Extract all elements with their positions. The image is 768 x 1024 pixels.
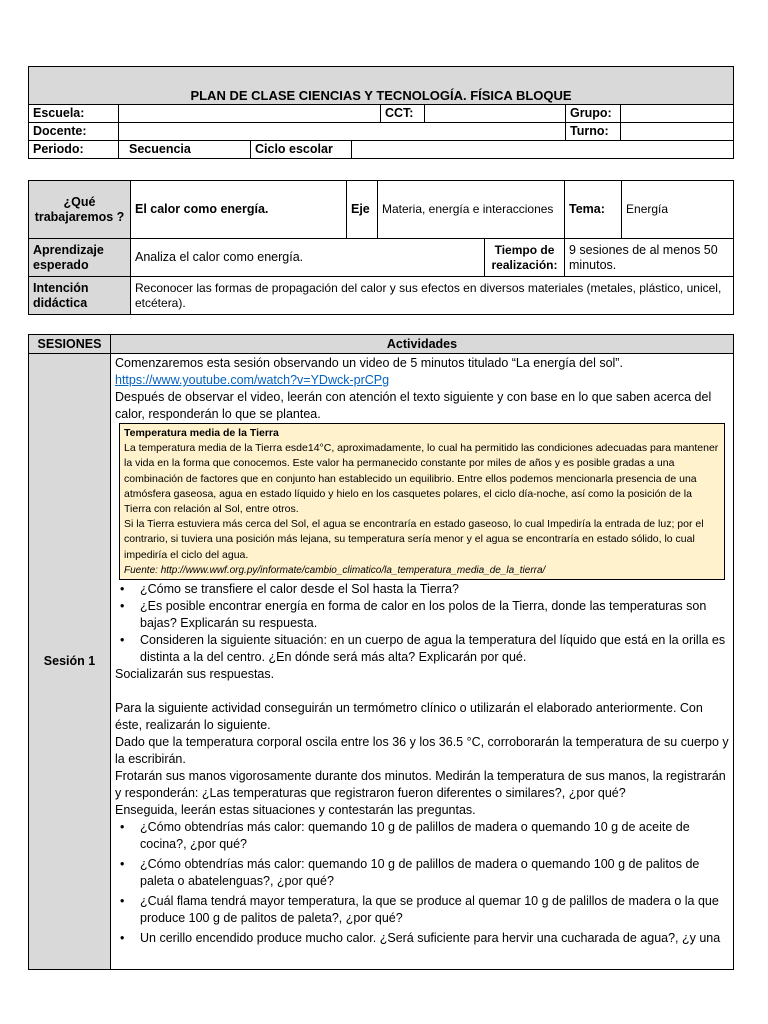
- session-1-label: Sesión 1: [29, 354, 111, 970]
- cct-field[interactable]: [425, 105, 566, 123]
- list-item: • ¿Cómo obtendrías más calor: quemando 10 g de palillos de madera o quemando 10 g de aceite de cocina?, ¿por qué?: [140, 819, 729, 853]
- grupo-field[interactable]: [621, 105, 734, 123]
- docente-label: Docente:: [29, 123, 119, 141]
- grupo-label: Grupo:: [566, 105, 621, 123]
- video-link[interactable]: https://www.youtube.com/watch?v=YDwck-prCPg: [115, 373, 390, 387]
- box-source: Fuente: http://www.wwf.org.py/informate/cambio_climatico/la_temperatura_media_de_la_tierra/: [124, 564, 546, 576]
- info-table: [28, 180, 734, 315]
- aprendizaje-value: Analiza el calor como energía.: [131, 239, 485, 277]
- cct-label: CCT:: [381, 105, 425, 123]
- aprendizaje-label: Aprendizaje esperado: [29, 239, 131, 277]
- eje-label: Eje: [347, 181, 378, 239]
- after-video-text: Después de observar el video, leerán con atención el texto siguiente y con base en lo que saben acerca del calor, responderán lo que se plantea.: [115, 390, 712, 421]
- ciclo-field[interactable]: [352, 141, 734, 159]
- session-1-activities: [111, 354, 734, 970]
- escuela-field[interactable]: [119, 105, 381, 123]
- tema-value: Energía: [622, 181, 734, 239]
- reading-box: [119, 423, 725, 580]
- tema-label: Tema:: [565, 181, 622, 239]
- eje-value: Materia, energía e interacciones: [378, 181, 565, 239]
- list-item: • Consideren la siguiente situación: en un cuerpo de agua la temperatura del líquido que está en la orilla es distinta a la del centro. ¿En dónde será más alta? Explicarán por qué.: [140, 632, 729, 666]
- question-list: [115, 581, 729, 666]
- situation-list: [115, 819, 729, 947]
- next-activity-text: Para la siguiente actividad conseguirán un termómetro clínico o utilizarán el elaborado anteriormente. Con éste, realizarán lo siguiente.: [115, 701, 703, 733]
- list-item: • ¿Es posible encontrar energía en forma de calor en los polos de la Tierra, donde las temperaturas son bajas? Explicarán su respuesta.: [140, 598, 729, 632]
- docente-field[interactable]: [119, 123, 566, 141]
- intencion-value: Reconocer las formas de propagación del calor y sus efectos en diversos materiales (metales, plástico, unicel, etcétera).: [131, 277, 734, 315]
- dado-que-text: Dado que la temperatura corporal oscila entre los 36 y los 36.5 °C, corroborarán la temperatura de su cuerpo y la escribirán.: [115, 735, 729, 767]
- box-paragraph-2: Si la Tierra estuviera más cerca del Sol, el agua se encontraría en estado gaseoso, lo cual Impediría la entrada de luz; por el contrario, si tuviera una posición más lejana, su temperatura sería menor y el agua se encontraría en estado sólido, lo cual impediría el ciclo del agua.: [124, 518, 704, 561]
- box-title: Temperatura media de la Tierra: [124, 427, 279, 439]
- socializaran-text: Socializarán sus respuestas.: [115, 667, 275, 682]
- ciclo-label: Ciclo escolar: [251, 141, 352, 159]
- enseguida-text: Enseguida, leerán estas situaciones y contestarán las preguntas.: [115, 803, 476, 818]
- list-item: • ¿Cuál flama tendrá mayor temperatura, la que se produce al quemar 10 g de palillos de madera o la que produce 100 g de palitos de paleta?, ¿por qué?: [140, 893, 729, 927]
- box-paragraph-1: La temperatura media de la Tierra esde14°C, aproximadamente, lo cual ha permitido las condiciones adecuadas para mantener la vida en la forma que conocemos. Este valor ha permanecido constante por miles de años y es posible gradas a una combinación de factores que en conjunto han establecido un equilibrio. Entre ellos podemos mencionarla presencia de una atmósfera gaseosa, agua en estado líquido y hielo en los casquetes polares, el ciclo día-noche, así como la posición de la Tierra con relación al Sol, entre otros.: [124, 442, 719, 516]
- turno-label: Turno:: [566, 123, 621, 141]
- intencion-label: Intención didáctica: [29, 277, 131, 315]
- page-title: PLAN DE CLASE CIENCIAS Y TECNOLOGÍA. FÍSICA BLOQUE: [29, 67, 734, 105]
- escuela-label: Escuela:: [29, 105, 119, 123]
- col-actividades: Actividades: [111, 335, 734, 354]
- list-item: • Un cerillo encendido produce mucho calor. ¿Será suficiente para hervir una cucharada de agua?, ¿y una: [140, 930, 729, 947]
- sessions-table: [28, 334, 734, 970]
- tiempo-label: Tiempo de realización:: [485, 239, 565, 277]
- col-sesiones: SESIONES: [29, 335, 111, 354]
- frotaran-text: Frotarán sus manos vigorosamente durante dos minutos. Medirán la temperatura de sus manos, la registrarán y responderán: ¿Las temperaturas que registraron fueron diferentes o similares?, ¿por qué?: [115, 769, 726, 801]
- intro-text: Comenzaremos esta sesión observando un video de 5 minutos titulado “La energía del sol”.: [115, 356, 623, 370]
- que-label: ¿Qué trabajaremos ?: [29, 181, 131, 239]
- tiempo-value: 9 sesiones de al menos 50 minutos.: [565, 239, 734, 277]
- header-table: [28, 66, 734, 159]
- turno-field[interactable]: [621, 123, 734, 141]
- periodo-label: Periodo:: [29, 141, 119, 159]
- list-item: • ¿Cómo se transfiere el calor desde el Sol hasta la Tierra?: [140, 581, 729, 598]
- secuencia-label: Secuencia: [119, 141, 251, 159]
- list-item: • ¿Cómo obtendrías más calor: quemando 10 g de palillos de madera o quemando 100 g de palitos de paleta o abatelenguas?, ¿por qué?: [140, 856, 729, 890]
- que-value: El calor como energía.: [131, 181, 347, 239]
